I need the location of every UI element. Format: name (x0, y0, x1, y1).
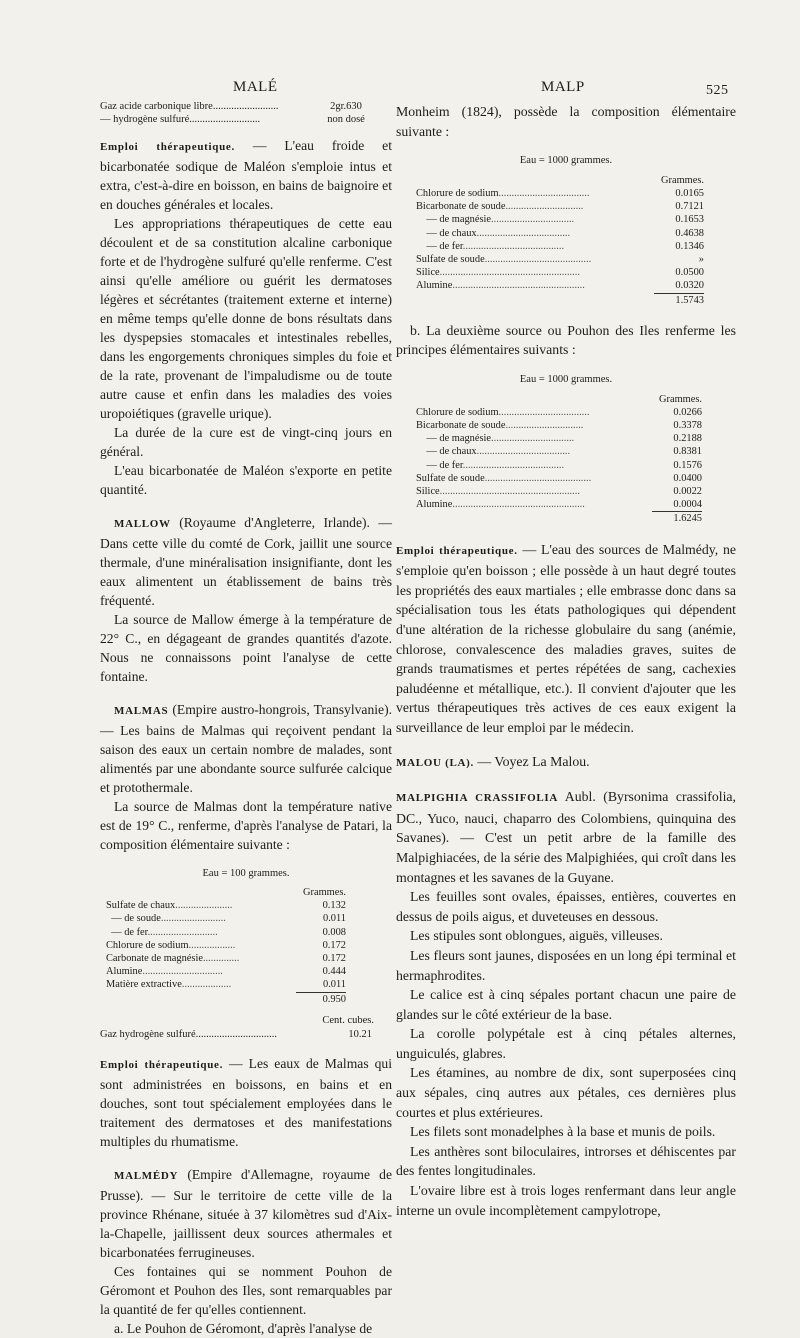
paragraph: Le calice est à cinq sépales portant chacun une paire de glandes sur le côté extérieur de la base. (396, 987, 736, 1022)
paragraph: Les feuilles sont ovales, épaisses, entières, couvertes en dessus de poils aigus, et duveteuses en dessous. (396, 889, 736, 924)
section-heading: Emploi thérapeutique. (100, 141, 235, 153)
paragraph: Les étamines, au nombre de dix, sont superposées cinq aux sépales, cinq autres aux pétales, ces dernières plus courtes et plus extérieures. (396, 1065, 736, 1120)
running-head-left: MALÉ (233, 79, 278, 95)
gas-row (100, 100, 392, 113)
entry-malpighia (396, 787, 736, 887)
gas-unit: Cent. cubes. (322, 1014, 374, 1026)
paragraph: L'ovaire libre est à trois loges renfermant dans leur angle interne un ovule incomplètement campylotrope, (396, 1183, 736, 1218)
table-caption: Eau = 1000 grammes. (519, 374, 613, 385)
entry-text: (Royaume d'Angleterre, Irlande). — Dans cette ville du comté de Cork, jaillit une source thermale, d'une minéralisation insignifiante, dont les eaux alimentent un établissement de bains très fréquenté. (100, 515, 392, 608)
table-unit: Grammes. (661, 174, 704, 186)
paragraph: Les stipules sont oblongues, aiguës, villeuses. (410, 928, 663, 944)
entry-heading: MALMÉDY (114, 1169, 179, 1182)
table-row: — de fer....................................... 0.1346 (426, 240, 704, 252)
table-total: 1.5743 (675, 294, 704, 306)
table-row: Alumine............................... 0.444 (106, 966, 346, 978)
entry-text: — Voyez La Malou. (473, 753, 590, 769)
entry-mallow (100, 513, 392, 610)
table-row: Matière extractive................... 0.011 (106, 979, 346, 991)
table-row: Sulfate de soude......................................... 0.0400 (416, 472, 702, 484)
gas-name: — hydrogène sulfuré........................... (100, 114, 261, 125)
entry-heading: MALPIGHIA CRASSIFOLIA (396, 792, 559, 805)
entry-text: (Empire austro-hongrois, Transylvanie). — Les bains de Malmas qui reçoivent pendant la saison des eaux un certain nombre de malades, sont alimentés par une abondante source sulfurée calcique et protothermale. (100, 702, 392, 795)
table-total: 1.6245 (673, 513, 702, 525)
paragraph-text: — L'eau froide et bicarbonatée sodique de Maléon s'emploie intus et extra, c'est-à-dire en boisson, en bains de baignoire et en douches générales et locales. (100, 138, 392, 212)
gas-value: non dosé (327, 114, 365, 125)
paragraph (396, 540, 736, 738)
table-total: 0.950 (322, 993, 346, 1005)
right-column (396, 102, 736, 1220)
paragraph: Les fleurs sont jaunes, disposées en un long épi terminal et hermaphrodites. (396, 947, 736, 983)
paragraph: Les filets sont monadelphes à la base et munis de poils. (410, 1124, 716, 1140)
paragraph: L'eau bicarbonatée de Maléon s'exporte en petite quantité. (100, 463, 392, 497)
entry-malou (396, 752, 736, 774)
table-unit: Grammes. (659, 393, 702, 405)
table-row: Chlorure de sodium................................... 0.0266 (416, 406, 702, 418)
paragraph: Monheim (1824), possède la composition élémentaire suivante : (396, 104, 736, 139)
entry-text: Aubl. (Byrsonima crassifolia, DC., Yuco, nauci, chaparro des Colombiens, quinquina des Savanes). — C'est un petit arbre de la famille des Malpighiacées, de la série des Malpighiées, qui croît dans les montagnes et les savanes de la Guyane. (396, 789, 737, 885)
table-row: Chlorure de sodium................................... 0.0165 (416, 187, 704, 199)
table-unit: Grammes. (303, 887, 346, 898)
section-heading: Emploi thérapeutique. (100, 1058, 224, 1071)
paragraph: La durée de la cure est de vingt-cinq jours en général. (100, 425, 392, 459)
table-row: — de chaux.................................... 0.8381 (426, 446, 702, 458)
paragraph: La corolle polypétale est à cinq pétales alternes, unguiculés, glabres. (396, 1026, 736, 1061)
table-row: Sulfate de soude......................................... » (416, 254, 704, 265)
table-row: Alumine................................................... 0.0320 (416, 280, 704, 292)
table-caption: Eau = 100 grammes. (202, 868, 290, 879)
entry-malmas (100, 700, 392, 797)
table-row: — de magnésie................................ 0.2188 (426, 433, 702, 445)
composition-table (106, 886, 346, 1006)
gas-value: 2gr.630 (330, 101, 362, 112)
running-head-right: MALP (541, 79, 585, 95)
table-row: Carbonate de magnésie.............. 0.172 (106, 953, 346, 965)
section-heading: Emploi thérapeutique. (396, 544, 518, 557)
entry-heading: MALOU (LA). (396, 756, 474, 769)
table-row: — de fer....................................... 0.1576 (426, 459, 702, 471)
paragraph: b. La deuxième source ou Pouhon des Iles renferme les principes élémentaires suivants : (396, 322, 736, 358)
gas-value: 10.21 (348, 1028, 372, 1040)
paragraph (100, 136, 392, 214)
gas-name: Gaz hydrogène sulfuré (100, 1028, 196, 1040)
entry-malmedy (100, 1165, 392, 1262)
paragraph: Ces fontaines qui se nomment Pouhon de Géromont et Pouhon des Iles, sont remarquables par la quantité de fer qu'elles contiennent. (100, 1263, 392, 1317)
gas-name: Gaz acide carbonique libre......................... (100, 101, 279, 112)
table-row: Alumine................................................... 0.0004 (416, 499, 702, 511)
entry-heading: MALLOW (114, 518, 171, 530)
table-row: — de fer........................... 0.008 (111, 926, 346, 938)
entry-text: (Empire d'Allemagne, royaume de Prusse). — Sur le territoire de cette ville de la province Rhénane, située à 37 kilomètres sud d'Aix-la-Chapelle, jaillissent deux sources athermales et bicarbonatées ferrugineuses. (100, 1166, 392, 1260)
composition-table (416, 174, 704, 307)
paragraph-text: — L'eau des sources de Malmédy, ne s'emploie qu'en boisson ; elle possède à un haut degré toutes les propriétés des eaux martiales ; elle embrasse donc dans sa spécialisation tous les états pathologiques qui dépendent d'une altération de la richesse globulaire du sang (anémie, chlorose, convalescence des maladies graves, suites de grands traumatismes et pertes répétées de sang, cachexies paludéenne et métallique, etc.). Il convient d'ajouter que les vertus thérapeutiques très actives de ces eaux exigent la surveillance de leur emploi par le médecin. (396, 541, 737, 735)
table-row: Bicarbonate de soude.............................. 0.3378 (416, 420, 702, 431)
entry-heading: MALMAS (114, 705, 169, 717)
composition-table (416, 393, 702, 526)
gas-row (100, 113, 392, 126)
paragraph: La source de Mallow émerge à la température de 22° C., en dégageant de grandes quantités d'azote. Nous ne connaissons point l'analyse de cette fontaine. (100, 612, 392, 684)
paragraph: Les anthères sont biloculaires, introrses et déhiscentes par des fentes longitudinales. (396, 1143, 736, 1179)
page-number: 525 (706, 83, 729, 98)
paragraph (100, 1054, 392, 1151)
table-row: — de soude......................... 0.011 (111, 913, 346, 925)
paragraph: Les appropriations thérapeutiques de cette eau découlent et de sa constitution alcaline carbonique forte et de l'hydrogène sulfuré qu'elle renferme. C'est ainsi qu'elle améliore ou guérit les dermatoses légères et sécrétantes (traitement externe et interne) en même temps qu'elle donne de bons résultats dans les dyspepsies stomacales et intestinales rebelles, dans les engorgements chroniques simples du foie et de la rate, provenant de l'impaludisme ou de toute autre cause et enfin dans les maladies des voies uropoiétiques (gravelle urique). (100, 216, 392, 421)
table-row: Silice...................................................... 0.0022 (416, 486, 702, 498)
paragraph: La source de Malmas dont la température native est de 19° C., renferme, d'après l'analyse de Patari, la composition élémentaire suivante : (100, 799, 392, 852)
paragraph-text: — Les eaux de Malmas qui sont administrées en boissons, en bains et en douches, sont tout spécialement employées dans le traitement des dermatoses et des manifestations multiples du rhumatisme. (100, 1055, 392, 1149)
table-row: Silice...................................................... 0.0500 (416, 267, 704, 279)
left-column (100, 100, 392, 1338)
table-row: Sulfate de chaux...................... 0.132 (106, 900, 346, 912)
table-row: — de chaux.................................... 0.4638 (426, 227, 704, 239)
table-caption: Eau = 1000 grammes. (519, 155, 613, 167)
table-row: — de magnésie................................ 0.1653 (426, 214, 704, 226)
table-row: Bicarbonate de soude.............................. 0.7121 (416, 201, 704, 213)
paragraph: a. Le Pouhon de Géromont, d'après l'analyse de (114, 1320, 373, 1336)
gas-row: Gaz hydrogène sulfuré............................... 10.21 (100, 1028, 392, 1042)
table-row: Chlorure de sodium.................. 0.172 (106, 939, 346, 951)
